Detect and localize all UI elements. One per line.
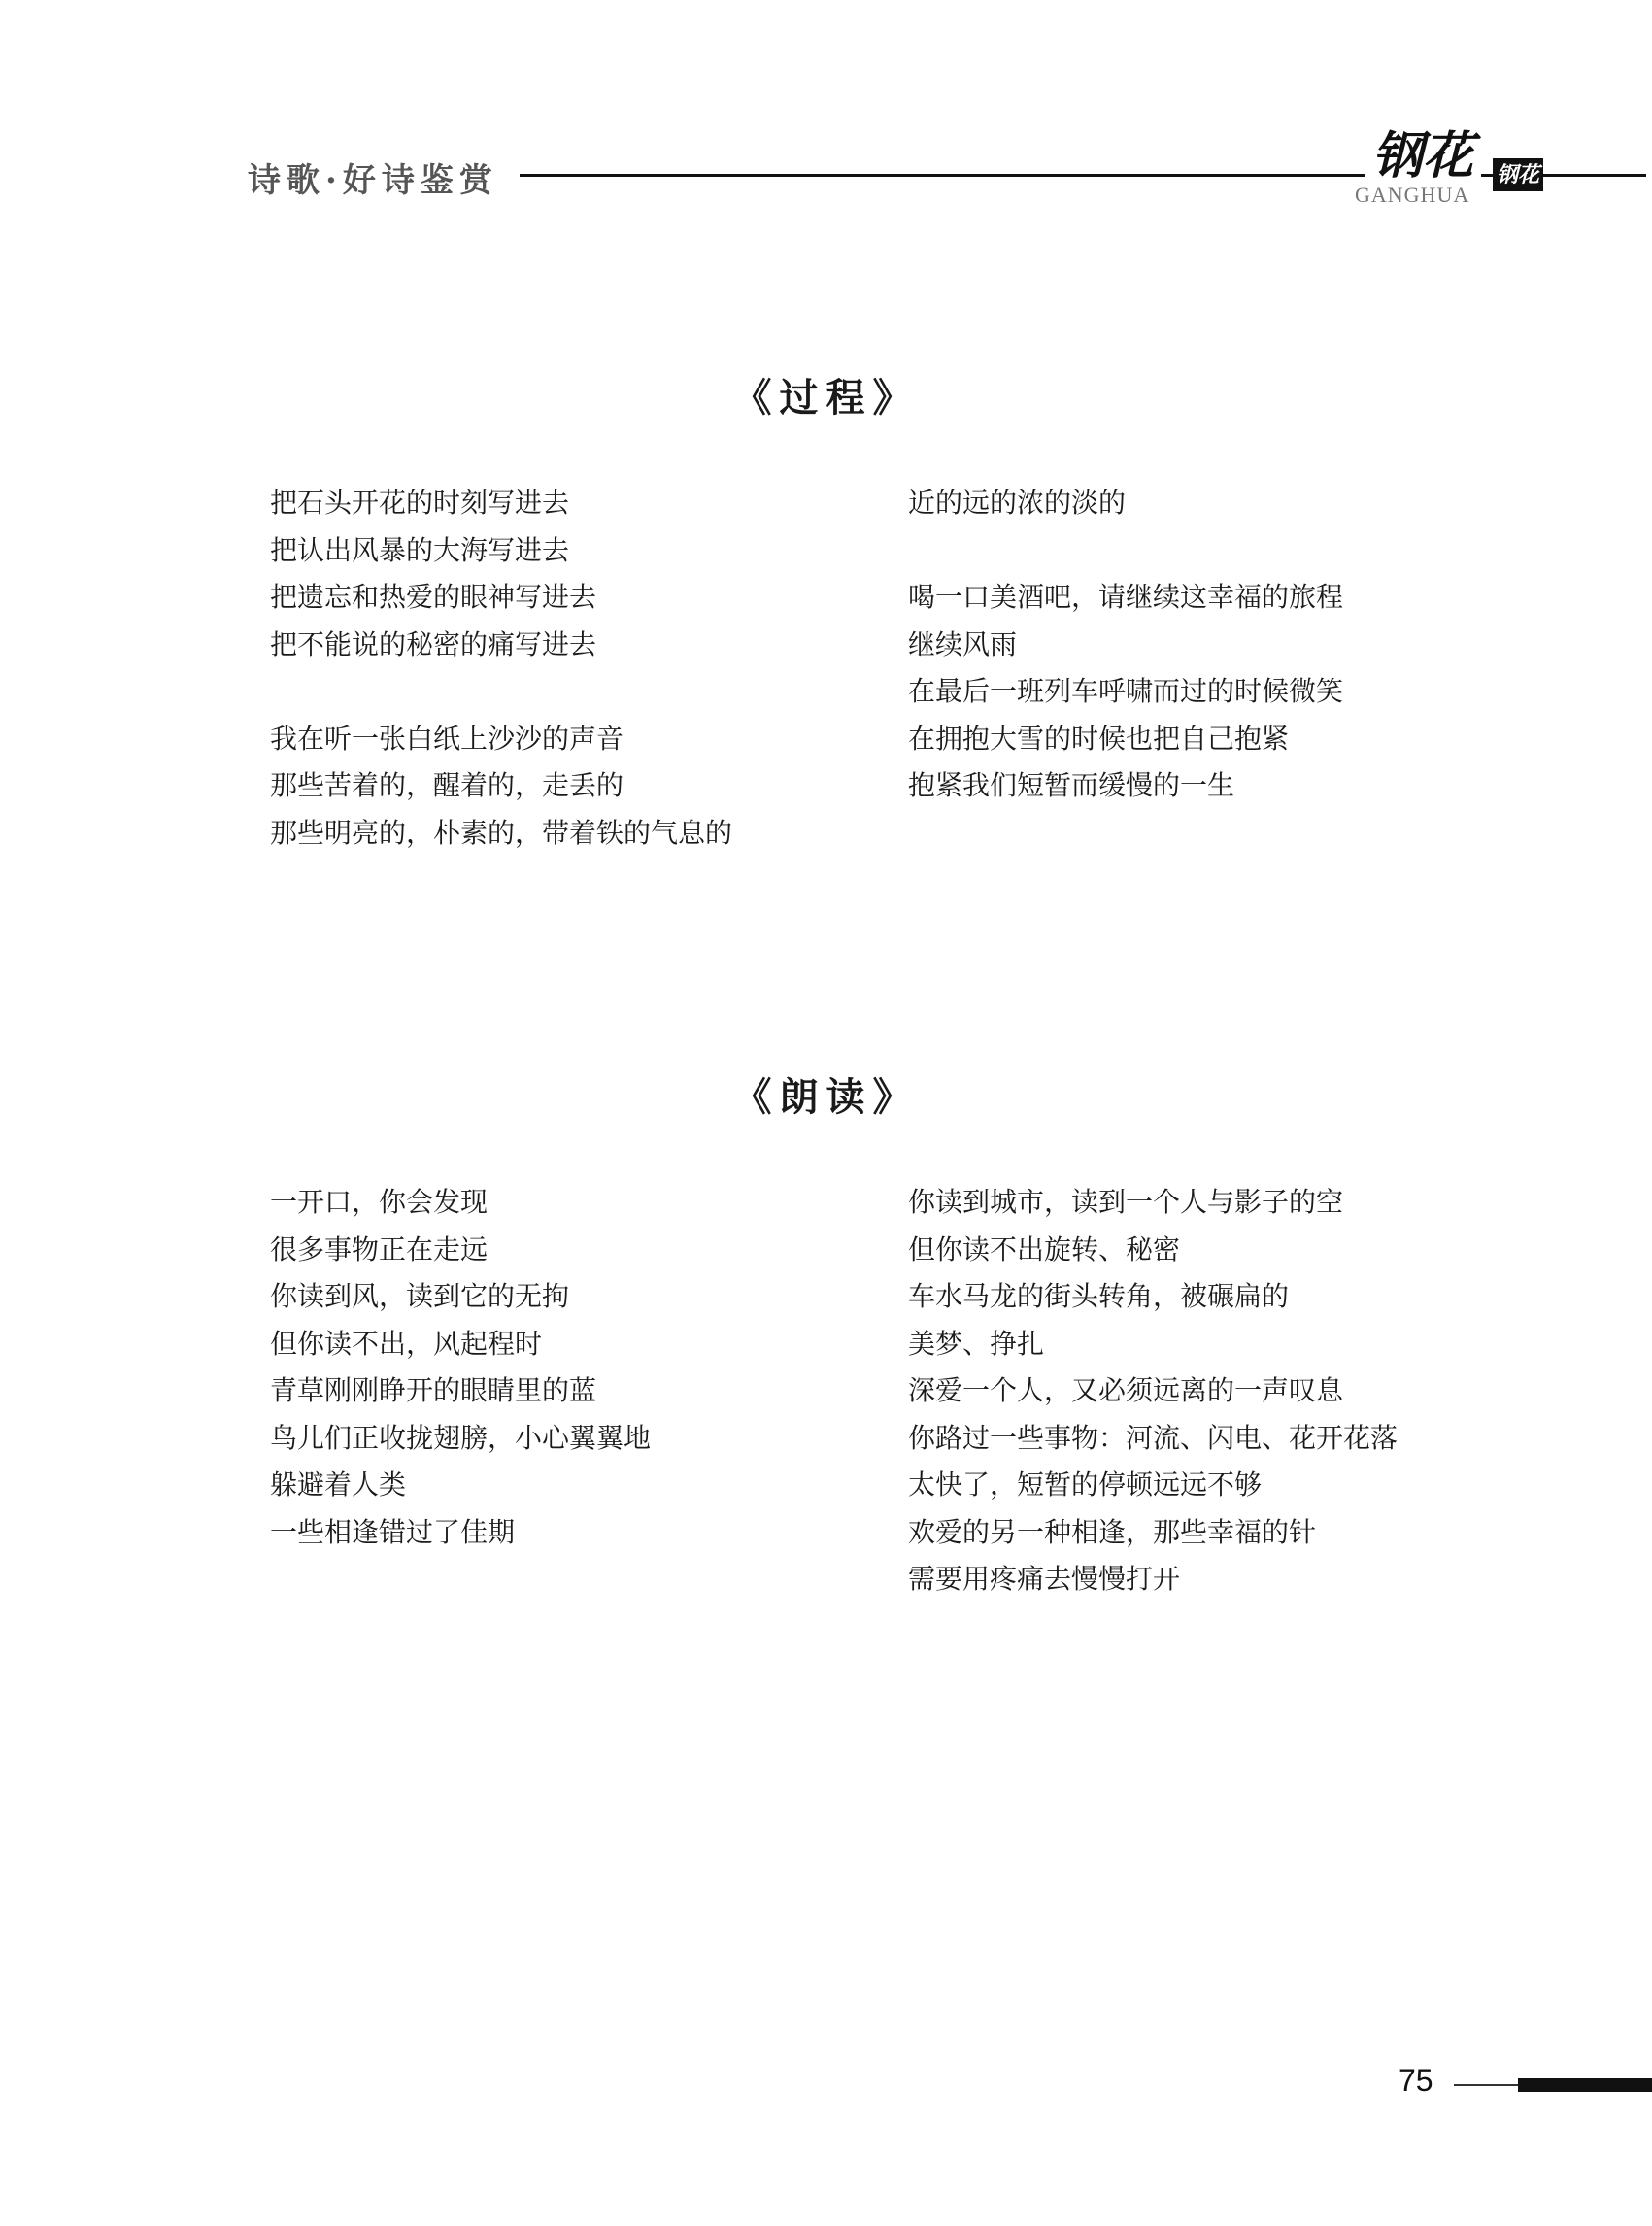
magazine-logo-badge: 钢花 xyxy=(1493,158,1543,191)
footer-rule-thin xyxy=(1454,2084,1518,2086)
poem-line: 深爱一个人，又必须远离的一声叹息 xyxy=(908,1374,1344,1406)
poem-title: 《朗读》 xyxy=(732,1074,920,1120)
poem-line: 但你读不出，风起程时 xyxy=(270,1327,543,1360)
poem-line: 近的远的浓的淡的 xyxy=(908,487,1127,519)
poem-right-column xyxy=(908,480,1343,810)
stanza-break xyxy=(270,668,732,716)
poem-line: 抱紧我们短暂而缓慢的一生 xyxy=(908,769,1235,801)
poem-line: 把不能说的秘密的痛写进去 xyxy=(270,627,597,660)
poem-line: 把石头开花的时刻写进去 xyxy=(270,487,570,519)
poem-line: 你读到风，读到它的无拘 xyxy=(270,1280,570,1312)
poem-line: 你路过一些事物：河流、闪电、花开花落 xyxy=(908,1421,1399,1454)
poem-line: 喝一口美酒吧，请继续这幸福的旅程 xyxy=(908,581,1344,613)
poem-line: 那些苦着的，醒着的，走丢的 xyxy=(270,769,624,801)
poem-line: 鸟儿们正收拢翅膀，小心翼翼地 xyxy=(270,1421,652,1454)
poem-line: 把认出风暴的大海写进去 xyxy=(270,533,570,566)
poem-left-column xyxy=(270,480,732,857)
footer-rule-thick xyxy=(1518,2078,1652,2092)
poem-right-column xyxy=(908,1179,1398,1603)
magazine-logo-latin: GANGHUA xyxy=(1355,183,1470,207)
poem-line: 但你读不出旋转、秘密 xyxy=(908,1232,1181,1265)
poem-line: 美梦、挣扎 xyxy=(908,1327,1045,1360)
poem-line: 青草刚刚睁开的眼睛里的蓝 xyxy=(270,1374,597,1406)
magazine-logo: 钢花 xyxy=(1365,115,1481,187)
poem-line: 需要用疼痛去慢慢打开 xyxy=(908,1563,1181,1595)
poem-title: 《过程》 xyxy=(732,375,920,421)
page-number: 75 xyxy=(1399,2063,1433,2098)
poem-line: 继续风雨 xyxy=(908,627,1018,660)
poem-line: 把遗忘和热爱的眼神写进去 xyxy=(270,581,597,613)
poem-line: 很多事物正在走远 xyxy=(270,1232,489,1265)
poem-line: 欢爱的另一种相逢，那些幸福的针 xyxy=(908,1515,1317,1548)
poem-line: 在拥抱大雪的时候也把自己抱紧 xyxy=(908,722,1290,755)
poem-line: 一开口，你会发现 xyxy=(270,1186,489,1218)
section-title: 诗歌·好诗鉴赏 xyxy=(248,161,498,200)
poem-line: 我在听一张白纸上沙沙的声音 xyxy=(270,722,624,755)
poem-line: 那些明亮的，朴素的，带着铁的气息的 xyxy=(270,816,733,849)
poem-line: 躲避着人类 xyxy=(270,1468,407,1501)
poem-line: 太快了，短暂的停顿远远不够 xyxy=(908,1468,1263,1501)
poem-left-column xyxy=(270,1179,651,1556)
poem-line: 一些相逢错过了佳期 xyxy=(270,1515,516,1548)
poem-line: 车水马龙的街头转角，被碾扁的 xyxy=(908,1280,1290,1312)
poem-line: 在最后一班列车呼啸而过的时候微笑 xyxy=(908,675,1344,707)
stanza-break xyxy=(908,527,1343,575)
poem-line: 你读到城市，读到一个人与影子的空 xyxy=(908,1186,1344,1218)
